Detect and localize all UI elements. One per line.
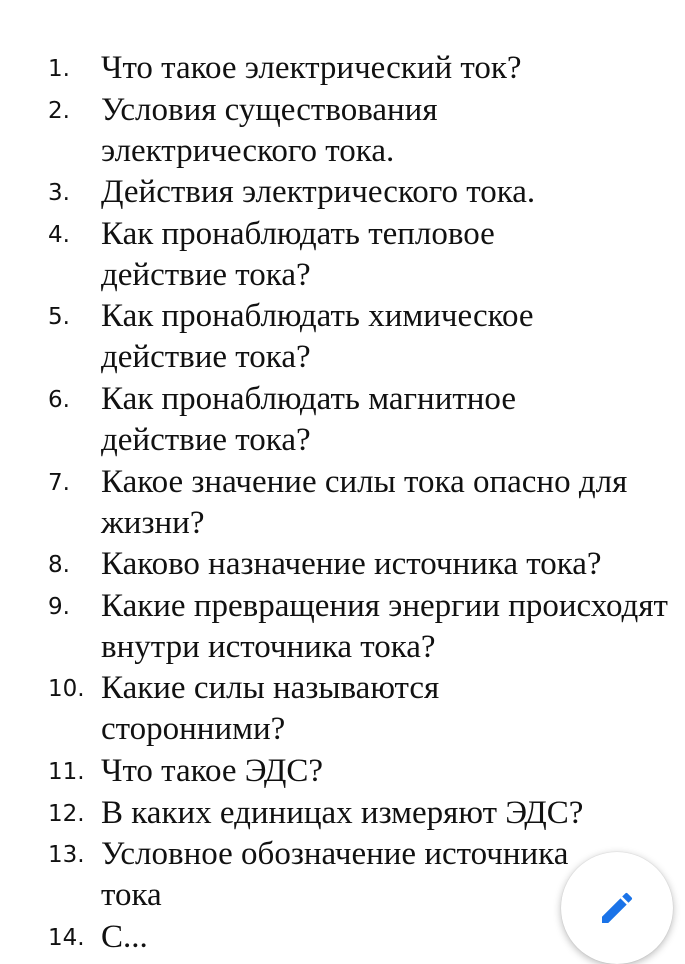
item-text: Какое значение силы тока опасно для жизни? [101,463,628,541]
list-item [0,793,685,834]
item-number: 3. [48,180,70,207]
item-text: Какие превращения энергии происходят внутри источника тока? [101,587,668,665]
item-number: 14. [48,924,85,951]
item-number: 6. [48,386,70,413]
item-text: Как пронаблюдать тепловое действие тока? [101,215,495,293]
item-number: 9. [48,593,70,620]
item-text: Условия существования электрического тока. [101,91,438,169]
list-item [0,379,685,461]
item-number: 4. [48,221,70,248]
edit-button[interactable] [561,852,673,964]
item-text: Как пронаблюдать магнитное действие тока? [101,380,516,458]
list-item [0,48,685,89]
list-item [0,586,685,668]
item-text: Как пронаблюдать химическое действие тока? [101,298,534,376]
item-text: Что такое электрический ток? [101,50,522,86]
item-number: 2. [48,97,70,124]
item-number: 7. [48,469,70,496]
list-item [0,751,685,792]
item-number: 11. [48,758,85,785]
item-number: 1. [48,56,70,82]
item-number: 5. [48,304,70,331]
item-text: Какие силы называются сторонними? [101,670,440,748]
item-number: 12. [48,800,85,827]
list-item [0,462,685,544]
list-item [0,214,685,296]
item-text: Что такое ЭДС? [101,752,323,789]
item-text: Условное обозначение источника тока [101,836,569,914]
list-item [0,668,685,750]
list-item [0,90,685,172]
pencil-icon [597,888,637,928]
list-item [0,544,685,585]
list-item [0,172,685,213]
item-text: Действия электрического тока. [101,174,536,211]
item-text: Каково назначение источника тока? [101,546,602,583]
item-number: 10. [48,676,85,703]
item-number: 13. [48,842,85,869]
item-text: В каких единицах измеряют ЭДС? [101,794,584,831]
item-text: С... [101,918,148,955]
item-number: 8. [48,552,70,579]
question-list [0,48,685,958]
list-item [0,296,685,378]
